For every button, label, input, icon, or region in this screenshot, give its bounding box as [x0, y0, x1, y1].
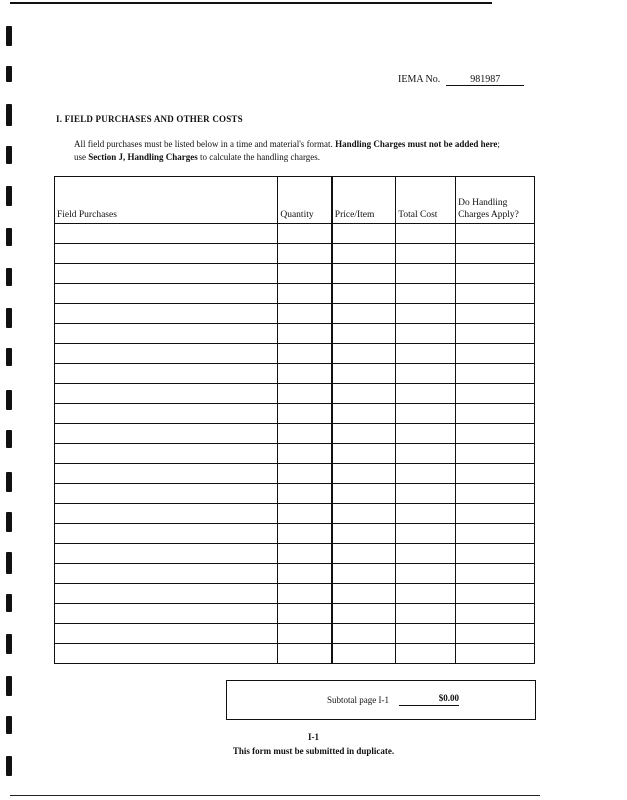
cell-quantity[interactable]	[278, 384, 332, 404]
cell-field-purchases[interactable]	[55, 504, 278, 524]
cell-handling[interactable]	[456, 284, 535, 304]
punch-mark	[6, 756, 12, 776]
instructions-emphasis: Handling Charges must not be added here	[335, 139, 498, 149]
cell-field-purchases[interactable]	[55, 524, 278, 544]
cell-quantity[interactable]	[278, 324, 332, 344]
cell-handling[interactable]	[456, 384, 535, 404]
subtotal-box	[226, 680, 536, 720]
cell-total-cost[interactable]	[396, 284, 456, 304]
table-row	[55, 464, 535, 484]
table-row	[55, 284, 535, 304]
cell-total-cost[interactable]	[396, 624, 456, 644]
table-row	[55, 564, 535, 584]
cell-price-item[interactable]	[332, 284, 396, 304]
cell-price-item[interactable]	[332, 504, 396, 524]
cell-price-item[interactable]	[332, 384, 396, 404]
cell-handling[interactable]	[456, 324, 535, 344]
table-row	[55, 444, 535, 464]
cell-field-purchases[interactable]	[55, 464, 278, 484]
column-header-quantity: Quantity	[278, 177, 332, 224]
cell-handling[interactable]	[456, 444, 535, 464]
cell-field-purchases[interactable]	[55, 244, 278, 264]
cell-total-cost[interactable]	[396, 324, 456, 344]
cell-total-cost[interactable]	[396, 604, 456, 624]
cell-handling[interactable]	[456, 624, 535, 644]
cell-price-item[interactable]	[332, 404, 396, 424]
subtotal-value[interactable]: $0.00	[399, 693, 459, 706]
table-row	[55, 224, 535, 244]
cell-handling[interactable]	[456, 584, 535, 604]
cell-quantity[interactable]	[278, 644, 332, 664]
cell-price-item[interactable]	[332, 224, 396, 244]
punch-mark	[6, 552, 12, 574]
cell-field-purchases[interactable]	[55, 224, 278, 244]
section-title: I. FIELD PURCHASES AND OTHER COSTS	[56, 114, 243, 124]
section-instructions	[74, 138, 514, 164]
cell-quantity[interactable]	[278, 524, 332, 544]
cell-price-item[interactable]	[332, 584, 396, 604]
instructions-section-ref: Section J, Handling Charges	[88, 152, 198, 162]
cell-handling[interactable]	[456, 364, 535, 384]
punch-mark	[6, 472, 12, 492]
cell-field-purchases[interactable]	[55, 424, 278, 444]
table-row	[55, 344, 535, 364]
cell-price-item[interactable]	[332, 644, 396, 664]
cell-handling[interactable]	[456, 304, 535, 324]
cell-field-purchases[interactable]	[55, 564, 278, 584]
table-row	[55, 644, 535, 664]
punch-mark	[6, 186, 12, 206]
punch-mark	[6, 308, 12, 328]
table-row	[55, 604, 535, 624]
cell-total-cost[interactable]	[396, 384, 456, 404]
cell-field-purchases[interactable]	[55, 284, 278, 304]
bottom-rule	[10, 795, 540, 796]
cell-price-item[interactable]	[332, 344, 396, 364]
cell-field-purchases[interactable]	[55, 384, 278, 404]
cell-total-cost[interactable]	[396, 344, 456, 364]
column-header-field-purchases: Field Purchases	[55, 177, 278, 224]
table-row	[55, 524, 535, 544]
cell-price-item[interactable]	[332, 524, 396, 544]
cell-quantity[interactable]	[278, 464, 332, 484]
cell-handling[interactable]	[456, 524, 535, 544]
cell-handling[interactable]	[456, 404, 535, 424]
cell-quantity[interactable]	[278, 624, 332, 644]
punch-mark	[6, 268, 12, 286]
table-row	[55, 364, 535, 384]
cell-price-item[interactable]	[332, 304, 396, 324]
iema-label: IEMA No.	[398, 74, 441, 85]
cell-price-item[interactable]	[332, 564, 396, 584]
cell-total-cost[interactable]	[396, 484, 456, 504]
table-row	[55, 264, 535, 284]
cell-quantity[interactable]	[278, 584, 332, 604]
cell-total-cost[interactable]	[396, 364, 456, 384]
cell-price-item[interactable]	[332, 244, 396, 264]
cell-price-item[interactable]	[332, 484, 396, 504]
cell-field-purchases[interactable]	[55, 404, 278, 424]
cell-total-cost[interactable]	[396, 564, 456, 584]
cell-quantity[interactable]	[278, 504, 332, 524]
punch-mark	[6, 634, 12, 654]
cell-handling[interactable]	[456, 504, 535, 524]
cell-field-purchases[interactable]	[55, 264, 278, 284]
iema-number-field	[398, 74, 524, 86]
table-row	[55, 624, 535, 644]
table-row	[55, 244, 535, 264]
cell-quantity[interactable]	[278, 344, 332, 364]
cell-quantity[interactable]	[278, 424, 332, 444]
cell-price-item[interactable]	[332, 544, 396, 564]
punch-mark	[6, 104, 12, 126]
cell-total-cost[interactable]	[396, 464, 456, 484]
cell-quantity[interactable]	[278, 244, 332, 264]
cell-total-cost[interactable]	[396, 304, 456, 324]
punch-mark	[6, 594, 12, 612]
cell-field-purchases[interactable]	[55, 324, 278, 344]
cell-quantity[interactable]	[278, 544, 332, 564]
punch-mark	[6, 146, 12, 164]
cell-price-item[interactable]	[332, 604, 396, 624]
cell-quantity[interactable]	[278, 604, 332, 624]
cell-quantity[interactable]	[278, 304, 332, 324]
column-header-total-cost: Total Cost	[396, 177, 456, 224]
column-header-price-item: Price/Item	[332, 177, 396, 224]
cell-handling[interactable]	[456, 564, 535, 584]
cell-quantity[interactable]	[278, 364, 332, 384]
instructions-text: All field purchases must be listed below in a time and material's format.	[74, 139, 336, 149]
table-row	[55, 504, 535, 524]
cell-quantity[interactable]	[278, 264, 332, 284]
cell-total-cost[interactable]	[396, 424, 456, 444]
punch-mark	[6, 430, 12, 448]
cell-quantity[interactable]	[278, 404, 332, 424]
cell-price-item[interactable]	[332, 264, 396, 284]
cell-handling[interactable]	[456, 224, 535, 244]
table-body	[55, 224, 535, 664]
cell-quantity[interactable]	[278, 444, 332, 464]
cell-handling[interactable]	[456, 644, 535, 664]
cell-field-purchases[interactable]	[55, 444, 278, 464]
cell-handling[interactable]	[456, 344, 535, 364]
cell-handling[interactable]	[456, 544, 535, 564]
punch-mark	[6, 348, 12, 366]
punch-mark	[6, 676, 12, 696]
page-number: I-1	[308, 732, 319, 742]
punch-mark	[6, 390, 12, 410]
field-purchases-table	[54, 176, 535, 664]
cell-total-cost[interactable]	[396, 264, 456, 284]
cell-price-item[interactable]	[332, 324, 396, 344]
cell-total-cost[interactable]	[396, 584, 456, 604]
cell-total-cost[interactable]	[396, 224, 456, 244]
cell-field-purchases[interactable]	[55, 584, 278, 604]
table-row	[55, 384, 535, 404]
cell-field-purchases[interactable]	[55, 544, 278, 564]
cell-price-item[interactable]	[332, 364, 396, 384]
table-row	[55, 544, 535, 564]
instructions-text: to calculate the handling charges.	[197, 152, 321, 162]
cell-handling[interactable]	[456, 464, 535, 484]
cell-handling[interactable]	[456, 244, 535, 264]
cell-field-purchases[interactable]	[55, 624, 278, 644]
table-row	[55, 424, 535, 444]
cell-handling[interactable]	[456, 604, 535, 624]
cell-quantity[interactable]	[278, 564, 332, 584]
table-header-row	[55, 177, 535, 224]
cell-price-item[interactable]	[332, 624, 396, 644]
iema-value[interactable]: 981987	[446, 74, 524, 86]
cell-field-purchases[interactable]	[55, 344, 278, 364]
cell-field-purchases[interactable]	[55, 304, 278, 324]
table-row	[55, 304, 535, 324]
cell-total-cost[interactable]	[396, 404, 456, 424]
punch-mark	[6, 66, 12, 82]
cell-price-item[interactable]	[332, 424, 396, 444]
cell-total-cost[interactable]	[396, 544, 456, 564]
table-row	[55, 324, 535, 344]
column-header-handling-charges: Do Handling Charges Apply?	[456, 177, 535, 224]
cell-price-item[interactable]	[332, 444, 396, 464]
cell-total-cost[interactable]	[396, 444, 456, 464]
table-row	[55, 484, 535, 504]
cell-quantity[interactable]	[278, 224, 332, 244]
cell-price-item[interactable]	[332, 464, 396, 484]
punch-mark	[6, 512, 12, 532]
cell-quantity[interactable]	[278, 284, 332, 304]
cell-field-purchases[interactable]	[55, 644, 278, 664]
cell-total-cost[interactable]	[396, 524, 456, 544]
punch-mark	[6, 228, 12, 246]
table-row	[55, 584, 535, 604]
cell-field-purchases[interactable]	[55, 604, 278, 624]
cell-total-cost[interactable]	[396, 244, 456, 264]
table-row	[55, 404, 535, 424]
instructions-text: ; use	[74, 139, 500, 162]
cell-total-cost[interactable]	[396, 644, 456, 664]
cell-field-purchases[interactable]	[55, 484, 278, 504]
cell-total-cost[interactable]	[396, 504, 456, 524]
punch-mark	[6, 26, 12, 46]
subtotal-label: Subtotal page I-1	[327, 695, 389, 705]
footer-note: This form must be submitted in duplicate.	[232, 746, 395, 756]
cell-field-purchases[interactable]	[55, 364, 278, 384]
cell-handling[interactable]	[456, 484, 535, 504]
top-rule	[10, 2, 492, 4]
cell-quantity[interactable]	[278, 484, 332, 504]
cell-handling[interactable]	[456, 424, 535, 444]
cell-handling[interactable]	[456, 264, 535, 284]
